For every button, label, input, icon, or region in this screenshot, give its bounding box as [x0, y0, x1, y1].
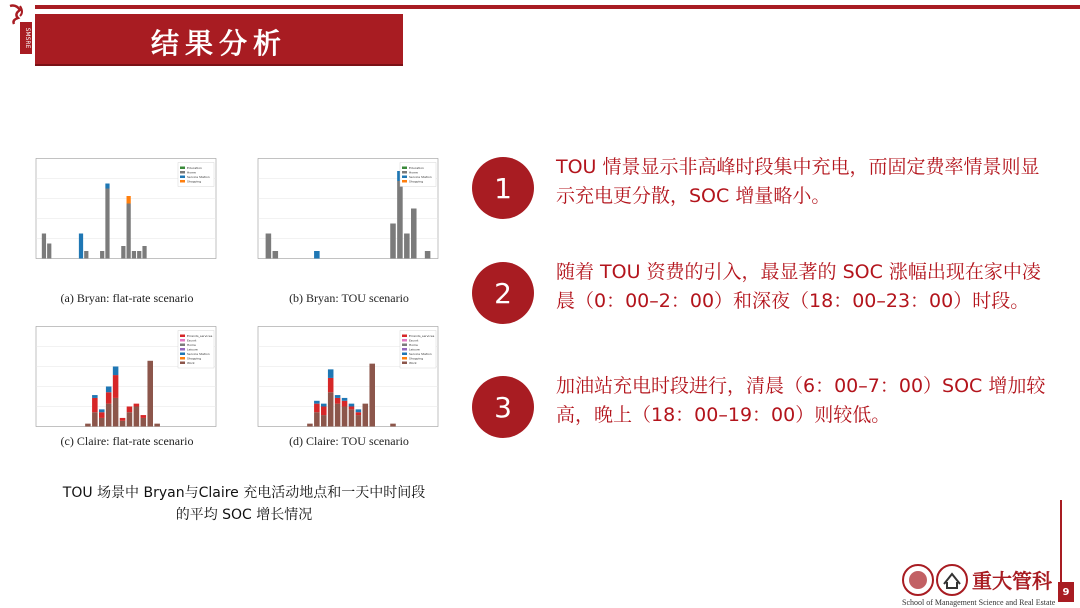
bar [154, 424, 160, 427]
legend-label: Home [187, 343, 196, 347]
legend-swatch [180, 339, 185, 342]
bar [106, 404, 112, 427]
bar [349, 404, 355, 407]
finding-text: 加油站充电时段进行，清晨（6：00–7：00）SOC 增加较高，晚上（18：00–19：00）则较低。 [556, 375, 1046, 426]
legend-label: Work [187, 361, 195, 365]
bar [369, 364, 375, 427]
bar [314, 412, 320, 426]
bar [335, 404, 341, 427]
university-logo-icon [6, 2, 34, 54]
legend-swatch [180, 348, 185, 351]
caption-bryan-tou: (b) Bryan: TOU scenario [289, 291, 409, 305]
legend-label: Shopping [187, 356, 202, 361]
bar [127, 196, 131, 204]
bar [328, 369, 334, 378]
legend-swatch [180, 353, 185, 356]
legend-label: Errands_services [187, 334, 213, 338]
bar [84, 251, 88, 259]
seal-icon [937, 565, 967, 595]
bar [307, 424, 313, 427]
chart-bryan-flat [22, 138, 222, 288]
bar [404, 234, 410, 259]
bar [47, 244, 51, 259]
finding-number-badge: 1 [472, 157, 534, 219]
legend-swatch [402, 339, 407, 342]
legend-label: Education [187, 166, 202, 170]
bar [113, 398, 119, 427]
legend-swatch [402, 357, 407, 360]
caption-claire-flat: (c) Claire: flat-rate scenario [60, 434, 194, 448]
legend-swatch [402, 348, 407, 351]
legend-label: Escort [409, 338, 419, 343]
title-bar [35, 14, 403, 66]
bar [321, 415, 327, 426]
top-accent-line [35, 5, 1080, 9]
finding-number-badge: 2 [472, 262, 534, 324]
bar [134, 407, 140, 427]
legend-swatch [180, 171, 185, 174]
legend-swatch [402, 344, 407, 347]
bar [328, 378, 334, 392]
legend-label: Leisure [187, 347, 198, 352]
legend-swatch [180, 176, 185, 179]
bar [92, 412, 98, 426]
legend-label: Escort [187, 338, 197, 343]
bar [127, 412, 133, 426]
legend-swatch [402, 362, 407, 365]
bar [113, 367, 119, 376]
bar [120, 421, 126, 427]
legend-label: Home [409, 343, 418, 347]
bar [85, 424, 91, 427]
bar [397, 181, 403, 259]
bar [266, 234, 272, 259]
legend-label: Service Station [409, 352, 432, 356]
bar [314, 251, 320, 259]
legend-label: Service Station [409, 175, 432, 179]
legend-swatch [180, 362, 185, 365]
figure-description-line2: 的平均 SOC 增长情况 [175, 507, 313, 523]
bar [147, 361, 153, 427]
legend-label: Home [409, 170, 418, 175]
bar [411, 209, 417, 259]
finding-text: 随着 TOU 资费的引入，最显著的 SOC 涨幅出现在家中凌晨（0：00–2：00）和深夜（18：00–23：00）时段。 [556, 261, 1041, 312]
bar [42, 234, 46, 259]
bar [342, 401, 348, 407]
bar [314, 401, 320, 404]
legend-swatch [402, 176, 407, 179]
bar [349, 409, 355, 426]
legend-label: Leisure [409, 347, 420, 352]
bar [134, 404, 140, 407]
legend-label: Shopping [409, 356, 424, 361]
bar [425, 251, 431, 259]
finding-text: TOU 情景显示非高峰时段集中充电，而固定费率情景则显示充电更分散，SOC 增量略小。 [556, 156, 1040, 207]
bar [142, 246, 146, 259]
bar [106, 392, 112, 403]
legend-swatch [180, 167, 185, 170]
legend-label: Home [187, 170, 196, 175]
bar [99, 409, 105, 412]
bar [121, 246, 125, 259]
bar [356, 409, 362, 412]
caption-bryan-flat: (a) Bryan: flat-rate scenario [60, 291, 194, 305]
legend-label: Work [409, 361, 417, 365]
finding-item-3 [472, 372, 1062, 442]
bar [321, 404, 327, 407]
school-footer-logo [900, 560, 1060, 600]
caption-claire-tou: (d) Claire: TOU scenario [289, 434, 409, 448]
legend-label: Service Station [187, 175, 210, 179]
legend-swatch [180, 335, 185, 338]
legend-label: Education [409, 166, 424, 170]
bar [79, 234, 83, 259]
finding-number-badge: 3 [472, 376, 534, 438]
bar [127, 407, 133, 413]
chart-bryan-tou [244, 138, 444, 288]
bar [132, 251, 136, 259]
bar [356, 412, 362, 415]
bar [105, 184, 109, 189]
chart-grid [22, 138, 442, 458]
bar [92, 398, 98, 412]
bar [342, 398, 348, 401]
legend-swatch [180, 344, 185, 347]
bar [335, 398, 341, 404]
legend-label: Shopping [187, 179, 202, 184]
legend-swatch [180, 357, 185, 360]
legend-label: Errands_services [409, 334, 435, 338]
bar [356, 415, 362, 426]
legend-swatch [402, 167, 407, 170]
legend-swatch [402, 353, 407, 356]
bar [328, 392, 334, 426]
bar [100, 251, 104, 259]
bar [105, 189, 109, 259]
bar [390, 424, 396, 427]
figure-description [28, 482, 460, 526]
bar [92, 395, 98, 398]
legend-label: Service Station [187, 352, 210, 356]
bar [335, 395, 341, 398]
bar [363, 404, 369, 427]
legend-swatch [402, 180, 407, 183]
bar [99, 412, 105, 418]
bar [113, 375, 119, 398]
legend-swatch [402, 171, 407, 174]
bar [349, 407, 355, 410]
logo-vertical-text: SMSRE [24, 27, 31, 49]
bar [127, 204, 131, 259]
school-name-en: School of Management Science and Real Estate [902, 598, 1056, 607]
bar [106, 387, 112, 393]
finding-item-2 [472, 258, 1062, 348]
bar [390, 224, 396, 259]
bar [137, 251, 141, 259]
bar [99, 418, 105, 427]
bar [314, 404, 320, 413]
school-name-cn: 重大管科 [972, 569, 1052, 593]
page-title: 结果分析 [151, 27, 288, 60]
figure-description-line1: TOU 场景中 Bryan与Claire 充电活动地点和一天中时间段 [62, 485, 426, 501]
legend-swatch [402, 335, 407, 338]
legend-label: Shopping [409, 179, 424, 184]
bar [141, 418, 147, 427]
bar [321, 407, 327, 416]
bar [141, 415, 147, 418]
page-number: 9 [1058, 582, 1074, 602]
finding-item-1 [472, 153, 1062, 223]
bar [342, 407, 348, 427]
legend-swatch [180, 180, 185, 183]
bar [273, 251, 279, 259]
bar [120, 418, 126, 421]
